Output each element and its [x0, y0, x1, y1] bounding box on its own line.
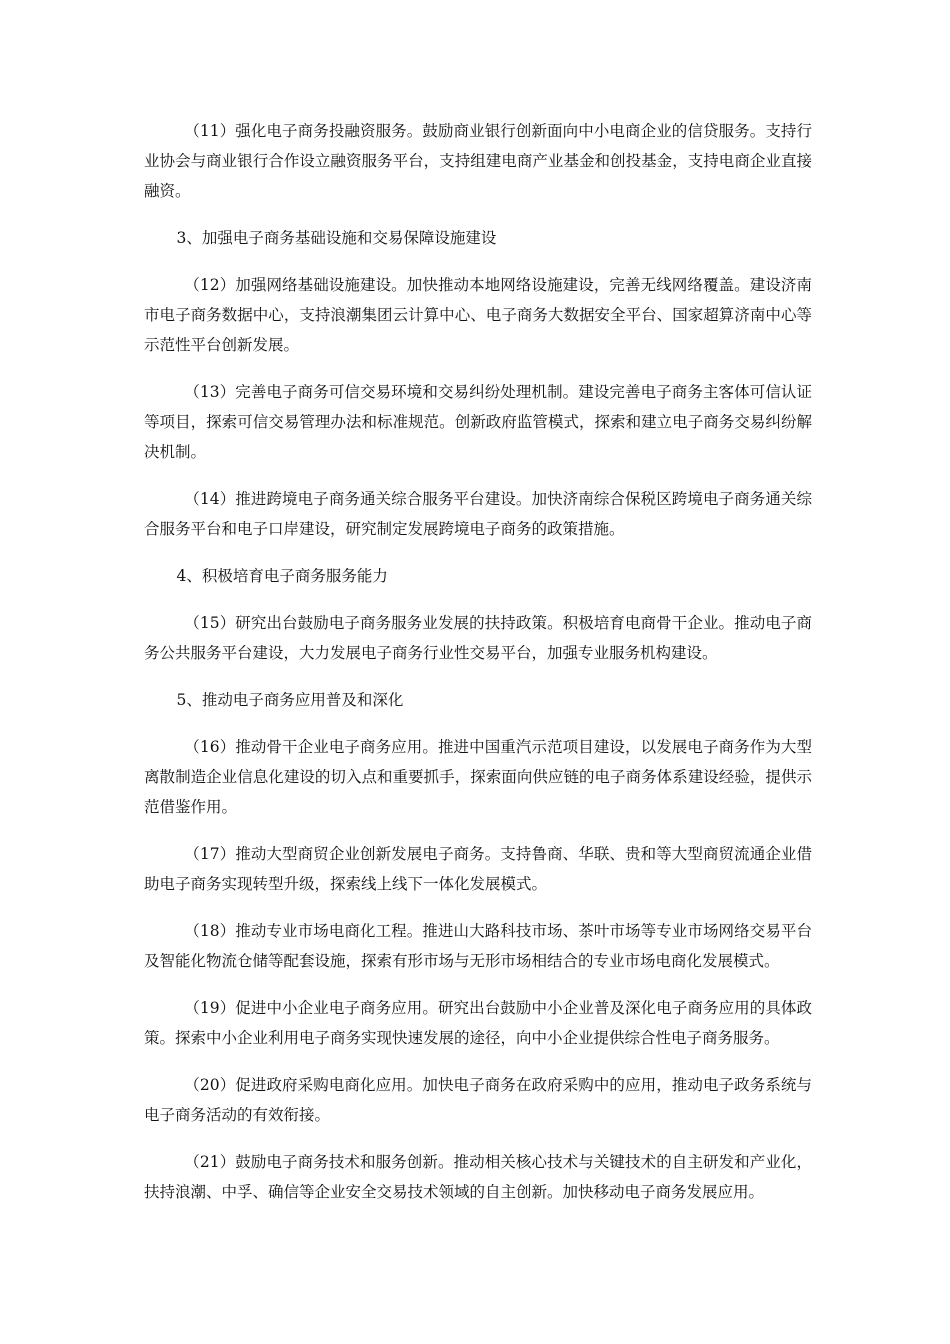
- section-heading-3: 3、加强电子商务基础设施和交易保障设施建设: [176, 229, 497, 247]
- paragraph-14: （14）推进跨境电子商务通关综合服务平台建设。加快济南综合保税区跨境电子商务通关综合服务平台和电子口岸建设，研究制定发展跨境电子商务的政策措施。: [144, 490, 812, 538]
- paragraph-15: （15）研究出台鼓励电子商务服务业发展的扶持政策。积极培育电商骨干企业。推动电子商务公共服务平台建设，大力发展电子商务行业性交易平台，加强专业服务机构建设。: [144, 614, 812, 662]
- section-heading-5: 5、推动电子商务应用普及和深化: [176, 691, 404, 709]
- paragraph-19: （19）促进中小企业电子商务应用。研究出台鼓励中小企业普及深化电子商务应用的具体政策。探索中小企业利用电子商务实现快速发展的途径，向中小企业提供综合性电子商务服务。: [144, 999, 812, 1047]
- paragraph-16: （16）推动骨干企业电子商务应用。推进中国重汽示范项目建设，以发展电子商务作为大型离散制造企业信息化建设的切入点和重要抓手，探索面向供应链的电子商务体系建设经验，提供示范借鉴作用。: [144, 738, 812, 816]
- paragraph-20: （20）促进政府采购电商化应用。加快电子商务在政府采购中的应用，推动电子政务系统与电子商务活动的有效衔接。: [144, 1076, 812, 1124]
- document-page: [144, 116, 812, 1224]
- paragraph-17: （17）推动大型商贸企业创新发展电子商务。支持鲁商、华联、贵和等大型商贸流通企业借助电子商务实现转型升级，探索线上线下一体化发展模式。: [144, 845, 812, 893]
- paragraph-11: （11）强化电子商务投融资服务。鼓励商业银行创新面向中小电商企业的信贷服务。支持行业协会与商业银行合作设立融资服务平台，支持组建电商产业基金和创投基金，支持电商企业直接融资。: [144, 122, 812, 200]
- paragraph-13: （13）完善电子商务可信交易环境和交易纠纷处理机制。建设完善电子商务主客体可信认证等项目，探索可信交易管理办法和标准规范。创新政府监管模式，探索和建立电子商务交易纠纷解决机制。: [144, 383, 812, 461]
- paragraph-21: （21）鼓励电子商务技术和服务创新。推动相关核心技术与关键技术的自主研发和产业化，扶持浪潮、中孚、确信等企业安全交易技术领域的自主创新。加快移动电子商务发展应用。: [144, 1153, 812, 1201]
- section-heading-4: 4、积极培育电子商务服务能力: [176, 567, 388, 585]
- paragraph-12: （12）加强网络基础设施建设。加快推动本地网络设施建设，完善无线网络覆盖。建设济南市电子商务数据中心，支持浪潮集团云计算中心、电子商务大数据安全平台、国家超算济南中心等示范性平台创新发展。: [144, 276, 812, 354]
- paragraph-18: （18）推动专业市场电商化工程。推进山大路科技市场、茶叶市场等专业市场网络交易平台及智能化物流仓储等配套设施，探索有形市场与无形市场相结合的专业市场电商化发展模式。: [144, 922, 812, 970]
